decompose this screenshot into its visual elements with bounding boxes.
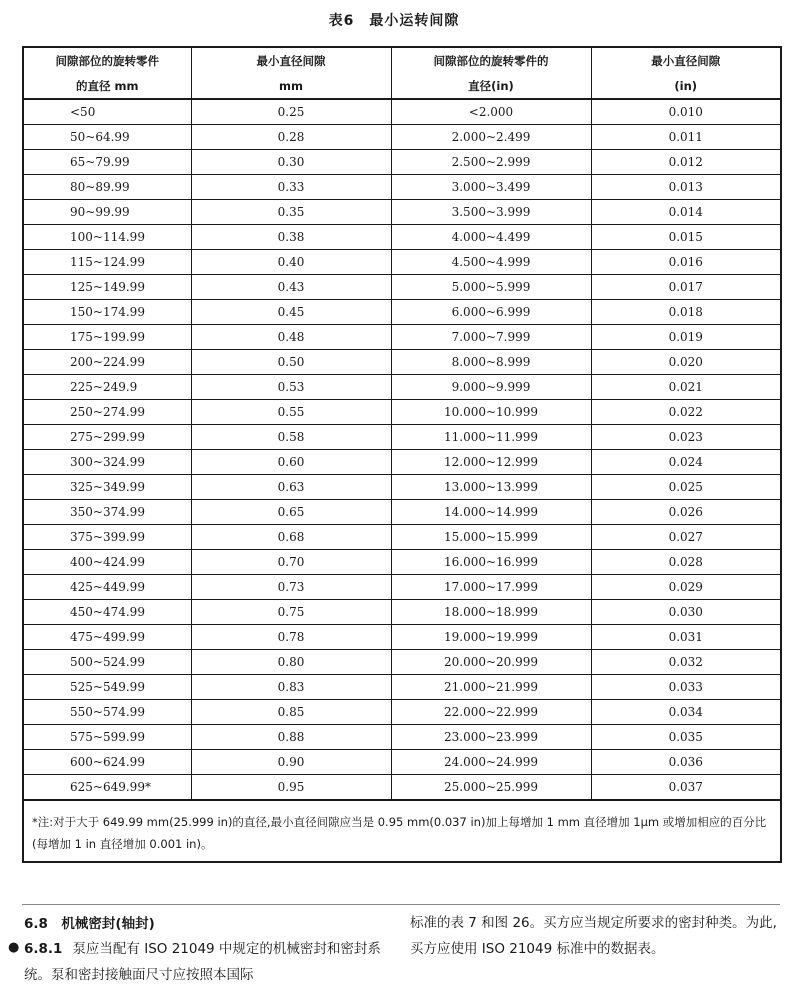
header-diameter-mm-line2: 的直径 mm: [23, 73, 191, 99]
cell-diameter-in: 13.000~13.999: [391, 475, 591, 500]
table-row: [23, 150, 781, 175]
cell-clearance-in: 0.024: [591, 450, 781, 475]
table-row: [23, 500, 781, 525]
table-row: [23, 225, 781, 250]
cell-diameter-mm: 50~64.99: [23, 125, 191, 150]
cell-diameter-in: 24.000~24.999: [391, 750, 591, 775]
cell-clearance-in: 0.010: [591, 99, 781, 125]
header-diameter-mm-line1: 间隙部位的旋转零件: [23, 47, 191, 73]
cell-diameter-mm: 475~499.99: [23, 625, 191, 650]
header-clearance-mm-line1: 最小直径间隙: [191, 47, 391, 73]
cell-clearance-mm: 0.30: [191, 150, 391, 175]
table-row: [23, 750, 781, 775]
cell-diameter-mm: 425~449.99: [23, 575, 191, 600]
table-row: [23, 725, 781, 750]
cell-clearance-in: 0.016: [591, 250, 781, 275]
clause-body-left: 泵应当配有 ISO 21049 中规定的机械密封和密封系统。泵和密封接触面尺寸应按照本国际: [24, 941, 381, 983]
cell-diameter-in: 19.000~19.999: [391, 625, 591, 650]
cell-diameter-in: 4.500~4.999: [391, 250, 591, 275]
cell-diameter-mm: 225~249.9: [23, 375, 191, 400]
cell-clearance-in: 0.020: [591, 350, 781, 375]
table-header-row-2: [23, 73, 781, 99]
cell-clearance-in: 0.034: [591, 700, 781, 725]
cell-clearance-in: 0.035: [591, 725, 781, 750]
cell-clearance-in: 0.036: [591, 750, 781, 775]
cell-clearance-mm: 0.28: [191, 125, 391, 150]
section-divider: [22, 904, 780, 905]
cell-diameter-mm: 525~549.99: [23, 675, 191, 700]
cell-clearance-in: 0.027: [591, 525, 781, 550]
cell-diameter-in: 2.500~2.999: [391, 150, 591, 175]
cell-clearance-mm: 0.88: [191, 725, 391, 750]
cell-diameter-in: 23.000~23.999: [391, 725, 591, 750]
cell-clearance-in: 0.029: [591, 575, 781, 600]
cell-clearance-in: 0.033: [591, 675, 781, 700]
cell-diameter-mm: 300~324.99: [23, 450, 191, 475]
cell-clearance-in: 0.032: [591, 650, 781, 675]
cell-clearance-mm: 0.75: [191, 600, 391, 625]
cell-clearance-mm: 0.63: [191, 475, 391, 500]
header-clearance-in-line2: (in): [591, 73, 781, 99]
cell-clearance-mm: 0.78: [191, 625, 391, 650]
cell-clearance-mm: 0.25: [191, 99, 391, 125]
cell-diameter-in: 10.000~10.999: [391, 400, 591, 425]
cell-diameter-in: 3.000~3.499: [391, 175, 591, 200]
cell-diameter-in: 2.000~2.499: [391, 125, 591, 150]
cell-diameter-mm: 550~574.99: [23, 700, 191, 725]
clause-text-left: [24, 936, 384, 988]
table-row: [23, 250, 781, 275]
table-row: [23, 450, 781, 475]
cell-clearance-mm: 0.90: [191, 750, 391, 775]
cell-diameter-mm: 600~624.99: [23, 750, 191, 775]
cell-clearance-mm: 0.35: [191, 200, 391, 225]
cell-diameter-in: 21.000~21.999: [391, 675, 591, 700]
header-diameter-in-line1: 间隙部位的旋转零件的: [391, 47, 591, 73]
cell-diameter-mm: 400~424.99: [23, 550, 191, 575]
cell-diameter-mm: 575~599.99: [23, 725, 191, 750]
cell-clearance-in: 0.018: [591, 300, 781, 325]
table-row: [23, 650, 781, 675]
cell-clearance-in: 0.031: [591, 625, 781, 650]
header-clearance-in-line1: 最小直径间隙: [591, 47, 781, 73]
cell-diameter-in: 3.500~3.999: [391, 200, 591, 225]
table-row: [23, 275, 781, 300]
cell-clearance-in: 0.017: [591, 275, 781, 300]
cell-diameter-in: 5.000~5.999: [391, 275, 591, 300]
cell-diameter-mm: 250~274.99: [23, 400, 191, 425]
table-row: [23, 575, 781, 600]
table-row: [23, 550, 781, 575]
cell-clearance-in: 0.012: [591, 150, 781, 175]
table-row: [23, 525, 781, 550]
cell-diameter-in: 25.000~25.999: [391, 775, 591, 801]
cell-diameter-in: 7.000~7.999: [391, 325, 591, 350]
section-heading: 6.8 机械密封(轴封): [24, 916, 155, 932]
cell-diameter-mm: 90~99.99: [23, 200, 191, 225]
cell-diameter-in: 17.000~17.999: [391, 575, 591, 600]
cell-diameter-in: 11.000~11.999: [391, 425, 591, 450]
cell-diameter-mm: 125~149.99: [23, 275, 191, 300]
cell-clearance-mm: 0.65: [191, 500, 391, 525]
cell-diameter-mm: 115~124.99: [23, 250, 191, 275]
cell-diameter-mm: 275~299.99: [23, 425, 191, 450]
table-row: [23, 175, 781, 200]
cell-clearance-mm: 0.38: [191, 225, 391, 250]
cell-clearance-mm: 0.73: [191, 575, 391, 600]
table-row: [23, 375, 781, 400]
cell-diameter-in: 14.000~14.999: [391, 500, 591, 525]
cell-diameter-mm: 150~174.99: [23, 300, 191, 325]
cell-diameter-mm: 200~224.99: [23, 350, 191, 375]
cell-clearance-in: 0.026: [591, 500, 781, 525]
table-row: [23, 625, 781, 650]
cell-clearance-in: 0.037: [591, 775, 781, 801]
cell-clearance-in: 0.028: [591, 550, 781, 575]
cell-clearance-in: 0.014: [591, 200, 781, 225]
cell-clearance-mm: 0.45: [191, 300, 391, 325]
table-row: [23, 300, 781, 325]
table-row: [23, 475, 781, 500]
clause-text-right: 标准的表 7 和图 26。买方应当规定所要求的密封种类。为此,买方应使用 ISO 21049 标准中的数据表。: [410, 915, 777, 957]
cell-clearance-mm: 0.60: [191, 450, 391, 475]
cell-diameter-mm: 350~374.99: [23, 500, 191, 525]
table-header-row-1: [23, 47, 781, 73]
minimum-running-clearance-table: [22, 46, 782, 863]
cell-clearance-mm: 0.50: [191, 350, 391, 375]
cell-diameter-mm: 500~524.99: [23, 650, 191, 675]
cell-clearance-in: 0.022: [591, 400, 781, 425]
cell-clearance-in: 0.013: [591, 175, 781, 200]
table-row: [23, 425, 781, 450]
cell-diameter-in: 8.000~8.999: [391, 350, 591, 375]
cell-clearance-mm: 0.68: [191, 525, 391, 550]
table-title: 表6 最小运转间隙: [328, 13, 460, 29]
clearance-table-container: [22, 46, 780, 863]
cell-diameter-mm: 375~399.99: [23, 525, 191, 550]
cell-clearance-mm: 0.33: [191, 175, 391, 200]
cell-clearance-in: 0.025: [591, 475, 781, 500]
cell-diameter-mm: 325~349.99: [23, 475, 191, 500]
table-row: [23, 125, 781, 150]
cell-diameter-in: 9.000~9.999: [391, 375, 591, 400]
cell-clearance-mm: 0.85: [191, 700, 391, 725]
cell-diameter-mm: 100~114.99: [23, 225, 191, 250]
cell-clearance-mm: 0.55: [191, 400, 391, 425]
cell-diameter-in: 20.000~20.999: [391, 650, 591, 675]
cell-diameter-in: 6.000~6.999: [391, 300, 591, 325]
table-row: [23, 350, 781, 375]
cell-clearance-mm: 0.80: [191, 650, 391, 675]
cell-clearance-mm: 0.43: [191, 275, 391, 300]
cell-clearance-mm: 0.58: [191, 425, 391, 450]
table-row: [23, 99, 781, 125]
cell-clearance-in: 0.015: [591, 225, 781, 250]
table-row: [23, 200, 781, 225]
cell-diameter-mm: 450~474.99: [23, 600, 191, 625]
table-footnote: *注:对于大于 649.99 mm(25.999 in)的直径,最小直径间隙应当是 0.95 mm(0.037 in)加上每增加 1 mm 直径增加 1μm 或增加相应的百分比(每增加 1 in 直径增加 0.001 in)。: [23, 800, 781, 862]
table-row: [23, 400, 781, 425]
cell-clearance-in: 0.030: [591, 600, 781, 625]
table-note-row: [23, 800, 781, 862]
cell-clearance-in: 0.023: [591, 425, 781, 450]
cell-diameter-mm: 175~199.99: [23, 325, 191, 350]
table-body: [23, 99, 781, 800]
cell-diameter-in: 15.000~15.999: [391, 525, 591, 550]
cell-clearance-mm: 0.48: [191, 325, 391, 350]
cell-clearance-in: 0.021: [591, 375, 781, 400]
cell-clearance-mm: 0.40: [191, 250, 391, 275]
header-diameter-in-line2: 直径(in): [391, 73, 591, 99]
cell-diameter-in: 16.000~16.999: [391, 550, 591, 575]
section-6-8: [0, 904, 788, 1008]
bullet-dot-icon: ●: [8, 940, 20, 955]
table-row: [23, 775, 781, 801]
table-row: [23, 675, 781, 700]
cell-diameter-in: 18.000~18.999: [391, 600, 591, 625]
cell-diameter-mm: 625~649.99*: [23, 775, 191, 801]
cell-clearance-mm: 0.70: [191, 550, 391, 575]
cell-clearance-mm: 0.53: [191, 375, 391, 400]
cell-diameter-mm: 80~89.99: [23, 175, 191, 200]
cell-diameter-mm: 65~79.99: [23, 150, 191, 175]
cell-clearance-mm: 0.83: [191, 675, 391, 700]
table-row: [23, 700, 781, 725]
cell-diameter-in: 22.000~22.999: [391, 700, 591, 725]
cell-diameter-mm: <50: [23, 99, 191, 125]
header-clearance-mm-line2: mm: [191, 73, 391, 99]
cell-diameter-in: 4.000~4.499: [391, 225, 591, 250]
clause-number: 6.8.1: [24, 941, 63, 957]
table-row: [23, 325, 781, 350]
cell-diameter-in: <2.000: [391, 99, 591, 125]
cell-diameter-in: 12.000~12.999: [391, 450, 591, 475]
table-row: [23, 600, 781, 625]
cell-clearance-in: 0.011: [591, 125, 781, 150]
cell-clearance-in: 0.019: [591, 325, 781, 350]
cell-clearance-mm: 0.95: [191, 775, 391, 801]
